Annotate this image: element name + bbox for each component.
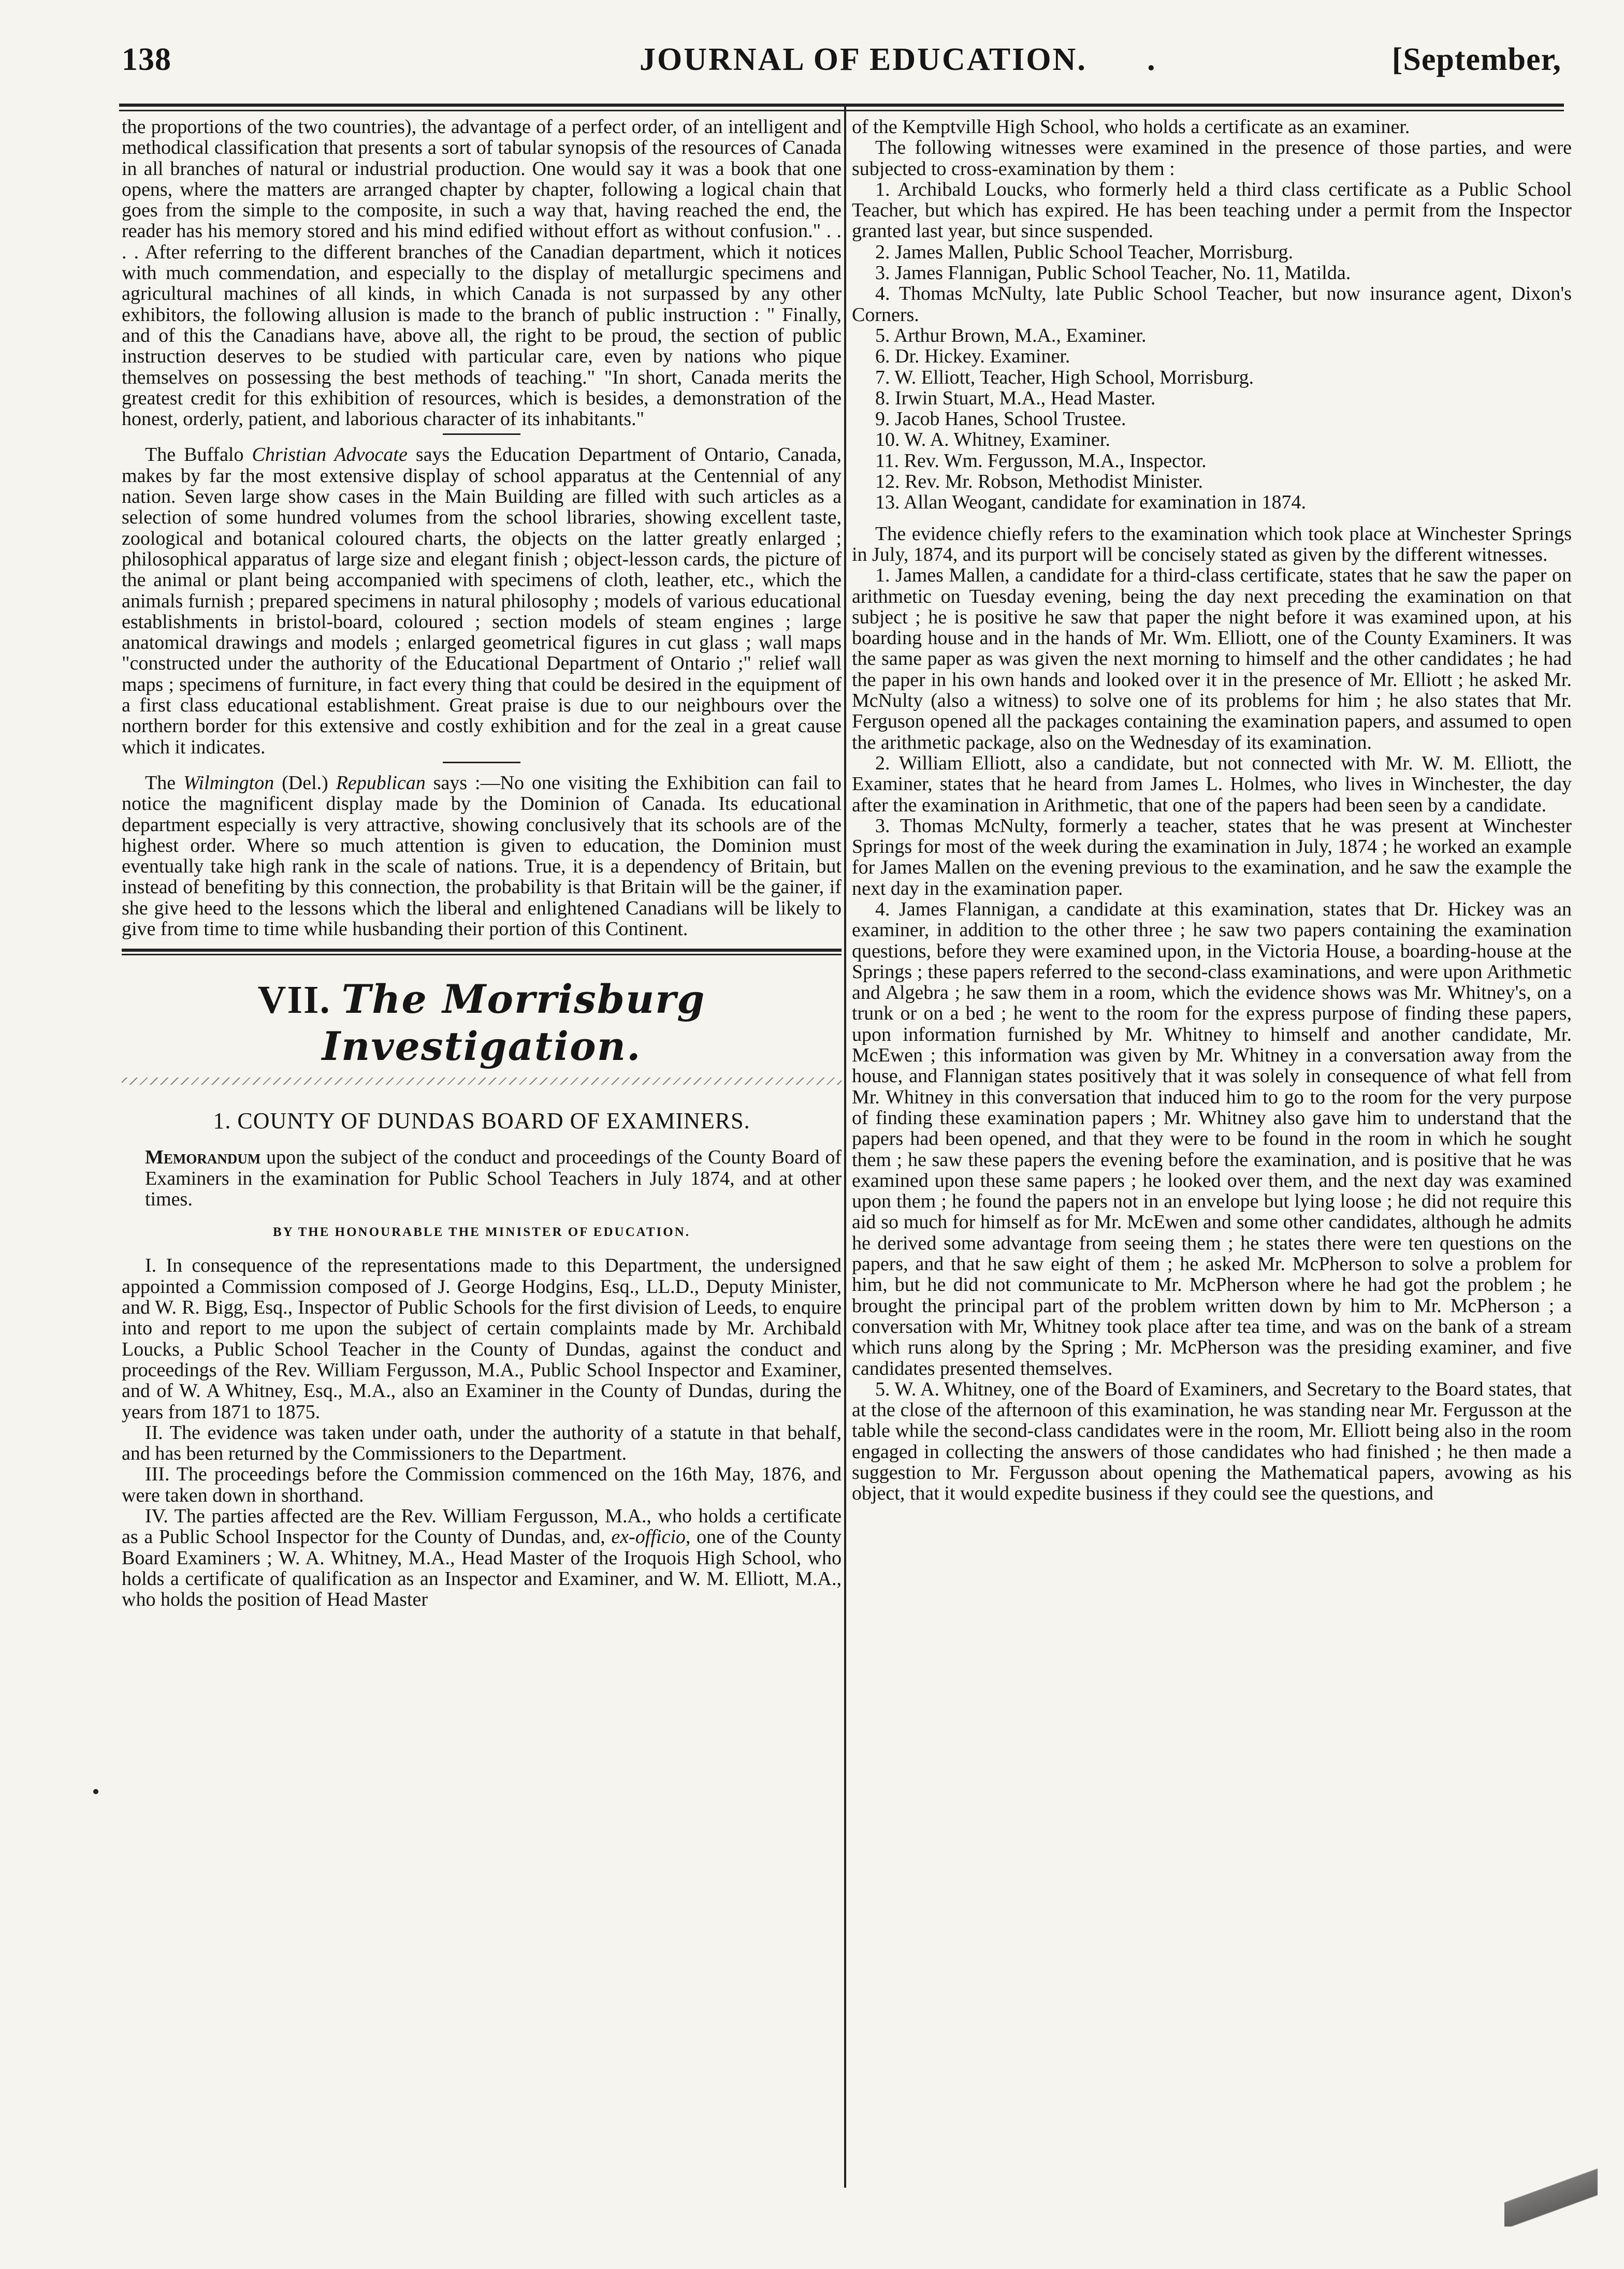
- short-rule: [443, 762, 520, 763]
- wavy-rule: [122, 1078, 842, 1085]
- witness-item: 8. Irwin Stuart, M.A., Head Master.: [875, 387, 1156, 409]
- clause-iv: IV. The parties affected are the Rev. William Fergusson, M.A., who holds a certificate as a Public School Inspector for the County of Dundas, and, ex-officio, one of the County Board Examiners ; W. A. Whitney, M.A., Head Master of the Iroquois High School, who holds a certificate of qualification as an Inspector and Examiner, and W. M. Elliott, M.A., who holds the position of Head Master: [122, 1505, 842, 1611]
- left-column: [122, 117, 842, 1610]
- clause-iii: III. The proceedings before the Commission commenced on the 16th May, 1876, and were taken down in shorthand.: [122, 1463, 842, 1506]
- page-header: [122, 41, 1561, 104]
- paragraph-wilmington: The Wilmington (Del.) Republican says :—No one visiting the Exhibition can fail to notice the magnificent display made by the Dominion of Canada. Its educational department especially is very attractive, showing conclusively that its schools are of the highest order. Where so much attention is given to education, the Dominion must eventually take high rank in the scale of nations. True, it is a dependency of Britain, but instead of benefiting by this connection, the probability is that Britain will be the gainer, if she give heed to the lessons which the liberal and enlightened Canadians will be likely to give from time to time while husbanding their portion of this Continent.: [122, 772, 842, 940]
- newspaper-name: Republican: [336, 772, 426, 794]
- paragraph-continued: of the Kemptville High School, who holds a certificate as an examiner.: [852, 116, 1410, 138]
- section-rule-thin: [122, 954, 842, 955]
- witness-item: 12. Rev. Mr. Robson, Methodist Minister.: [875, 471, 1204, 493]
- witness-item: 6. Dr. Hickey. Examiner.: [875, 345, 1070, 368]
- short-rule: [443, 433, 520, 435]
- column-divider: [844, 104, 846, 2188]
- byline: BY THE HONOURABLE THE MINISTER OF EDUCATION.: [273, 1225, 690, 1240]
- witness-intro: The following witnesses were examined in the presence of those parties, and were subjected to cross-examination by them :: [852, 137, 1572, 180]
- header-rule-thin: [119, 110, 1564, 111]
- section-rule: [122, 949, 842, 952]
- paragraph-buffalo: The Buffalo Christian Advocate says the Education Department of Ontario, Canada, makes by far the most extensive display of school apparatus at the Centennial of any nation. Seven large show cases in the Main Building are filled with such articles as a selection of some hundred volumes from the school libraries, showing excellent taste, zoological and botanical coloured charts, the objects on the latter greatly enlarged ; philosophical apparatus of large size and elegant finish ; object-lesson cards, the picture of the animal or plant being accompanied with specimens of cloth, leather, etc., which the animals furnish ; prepared specimens in natural philosophy ; models of various educational establishments in bristol-board, coloured ; section models of steam engines ; large anatomical drawings and models ; enlarged geometrical figures in cut glass ; wall maps "constructed under the authority of the Educational Department of Ontario ;" relief wall maps ; specimens of furniture, in fact every thing that could be desired in the equipment of a first class educational establishment. Great praise is due to our neighbours over the northern border for this extensive and costly exhibition and for the zeal in a great cause which it indicates.: [122, 444, 842, 758]
- witness-item: 2. James Mallen, Public School Teacher, Morrisburg.: [875, 241, 1294, 263]
- clause-ii: II. The evidence was taken under oath, under the authority of a statute in that behalf, and has been returned by the Commissioners to the Department.: [122, 1421, 842, 1465]
- evidence-item: 3. Thomas McNulty, formerly a teacher, states that he was present at Winchester Springs for most of the week during the examination in July, 1874 ; he worked an example for James Mallen on the evening previous to the examination, and he saw the example the next day in the examination paper.: [852, 814, 1572, 899]
- witness-item: 3. James Flannigan, Public School Teacher, No. 11, Matilda.: [875, 262, 1351, 284]
- witness-item: 7. W. Elliott, Teacher, High School, Morrisburg.: [875, 366, 1254, 388]
- evidence-intro: The evidence chiefly refers to the examination which took place at Winchester Springs in July, 1874, and its purport will be concisely stated as given by the different witnesses.: [852, 522, 1572, 565]
- header-rule: [119, 104, 1564, 107]
- paragraph-paris-report: the proportions of the two countries), the advantage of a perfect order, of an intelligent and methodical classification that presents a sort of tabular synopsis of the resources of Canada in all branches of natural or industrial production. One would say it was a book that one opens, where the matters are arranged chapter by chapter, following a logical chain that goes from the simple to the composite, in such a way that, having reached the end, the reader has his memory stored and his mind edified without effort as without confusion." . . . . After referring to the different branches of the Canadian department, which it notices with much commendation, and especially to the display of metallurgic specimens and agricultural machines of all kinds, in which Canada is not surpassed by any other exhibitors, the following allusion is made to the branch of public instruction : " Finally, and of this the Canadians have, above all, the right to be proud, the section of public instruction deserves to be studied with particular care, even by nations who pique themselves on possessing the best methods of teaching." "In short, Canada merits the greatest credit for this exhibition of resources, which is besides, a demonstration of the honest, orderly, patient, and laborious character of its inhabitants.": [122, 116, 842, 430]
- subheading: 1. COUNTY OF DUNDAS BOARD OF EXAMINERS.: [213, 1108, 750, 1134]
- witness-item: 11. Rev. Wm. Fergusson, M.A., Inspector.: [875, 449, 1207, 472]
- memorandum: Memorandum upon the subject of the conduct and proceedings of the County Board of Examiners in the examination for Public School Teachers in July 1874, and at other times.: [145, 1146, 842, 1210]
- witness-item: 1. Archibald Loucks, who formerly held a third class certificate as a Public School Teacher, but which has expired. He has been teaching under a permit from the Inspector granted last year, but since suspended.: [852, 178, 1572, 242]
- right-column: [852, 117, 1572, 1504]
- witness-item: 4. Thomas McNulty, late Public School Teacher, but now insurance agent, Dixon's Corners.: [852, 283, 1572, 326]
- margin-dot: [93, 1789, 98, 1794]
- witness-item: 9. Jacob Hanes, School Trustee.: [875, 408, 1126, 430]
- page-number: 138: [122, 42, 171, 77]
- newspaper-name: Wilmington: [183, 772, 274, 794]
- journal-title: JOURNAL OF EDUCATION.: [640, 42, 1087, 77]
- evidence-item: 2. William Elliott, also a candidate, but not connected with Mr. W. M. Elliott, the Examiner, states that he heard from James L. Holmes, who lives in Winchester, the day after the examination in Arithmetic, that one of the papers had been seen by a candidate.: [852, 752, 1572, 816]
- newspaper-name: Christian Advocate: [252, 444, 408, 466]
- page-corner-mark: [1504, 2154, 1598, 2227]
- header-month: [September,: [1391, 42, 1561, 77]
- witness-item: 10. W. A. Whitney, Examiner.: [875, 429, 1110, 451]
- witness-item: 5. Arthur Brown, M.A., Examiner.: [875, 324, 1147, 346]
- clause-i: I. In consequence of the representations made to this Department, the undersigned appointed a Commission composed of J. George Hodgins, Esq., LL.D., Deputy Minister, and W. R. Bigg, Esq., Inspector of Public Schools for the first division of Leeds, to enquire into and report to me upon the subject of certain complaints made by Mr. Archibald Loucks, a Public School Teacher in the County of Dundas, against the conduct and proceedings of the Rev. William Fergusson, M.A., Public School Inspector and Examiner, and of W. A Whitney, Esq., M.A., also an Examiner in the County of Dundas, during the years from 1871 to 1875.: [122, 1255, 842, 1423]
- witness-item: 13. Allan Weogant, candidate for examination in 1874.: [875, 491, 1307, 514]
- evidence-item: 1. James Mallen, a candidate for a third-class certificate, states that he saw the paper on arithmetic on Tuesday evening, being the day next preceding the examination on that subject ; he is positive he saw that paper the night before it was examined upon, at his boarding house and in the hands of Mr. Wm. Elliott, one of the County Examiners. It was the same paper as was given the next morning to himself and the other candidates ; he had the paper in his own hands and looked over it in the presence of Mr. Elliott ; he asked Mr. McNulty (also a witness) to solve one of its problems for him ; he also states that Mr. Ferguson opened all the packages containing the examination papers, and assumed to open the arithmetic package, also on the Wednesday of its examination.: [852, 564, 1572, 753]
- evidence-item: 4. James Flannigan, a candidate at this examination, states that Dr. Hickey was an examiner, in addition to the other three ; he saw two papers containing the examination questions, before they were examined upon, in the Victoria House, a boarding-house at the Springs ; these papers referred to the second-class examinations, and were upon Arithmetic and Algebra ; he saw them in a room, which the evidence shows was Mr. Whitney's, on a trunk or on a bed ; he went to the room for the express purpose of finding these papers, upon information furnished by Mr. Whitney to himself and another candidate, Mr. McEwen ; this information was given by Mr. Whitney in a conversation away from the house, and Flannigan states positively that it was solely in consequence of what fell from Mr. Whitney in this conversation that induced him to go to the room for the very purpose of finding these examination papers ; Mr. Whitney also gave him to understand that the papers had been opened, and that they were to be found in the room in which he sought them ; he saw these papers the evening before the examination, and is positive that he was examined upon these same papers ; he looked over them, and the next day was examined upon them ; he found the papers not in an envelope but lying loose ; he did not require this aid so much for himself as for Mr. McEwen and some other candidates, although he admits he derived some advantage from seeing them ; he states there were ten questions on the papers, and that he saw eight of them ; he asked Mr. McPherson to solve a problem for him, but he did not communicate to Mr. McPherson where he had got the problem ; he brought the principal part of the problem written down by him to Mr. McPherson ; a conversation with Mr, Whitney took place after tea time, and was on the bank of a stream which runs along by the Spring ; Mr. McPherson was the presiding examiner, and five candidates presented themselves.: [852, 898, 1572, 1379]
- evidence-item: 5. W. A. Whitney, one of the Board of Examiners, and Secretary to the Board states, that at the close of the afternoon of this examination, he was standing near Mr. Fergusson at the table while the second-class candidates were in the room, Mr. Elliott being also in the room engaged in collecting the answers of those candidates who had finished ; he then made a suggestion to Mr. Fergusson about opening the Mathematical papers, avowing as his object, that it would expedite business if they could see the questions, and: [852, 1378, 1572, 1505]
- section-heading: VII. The Morrisburg Investigation.: [257, 976, 706, 1070]
- header-separator: .: [1147, 42, 1156, 77]
